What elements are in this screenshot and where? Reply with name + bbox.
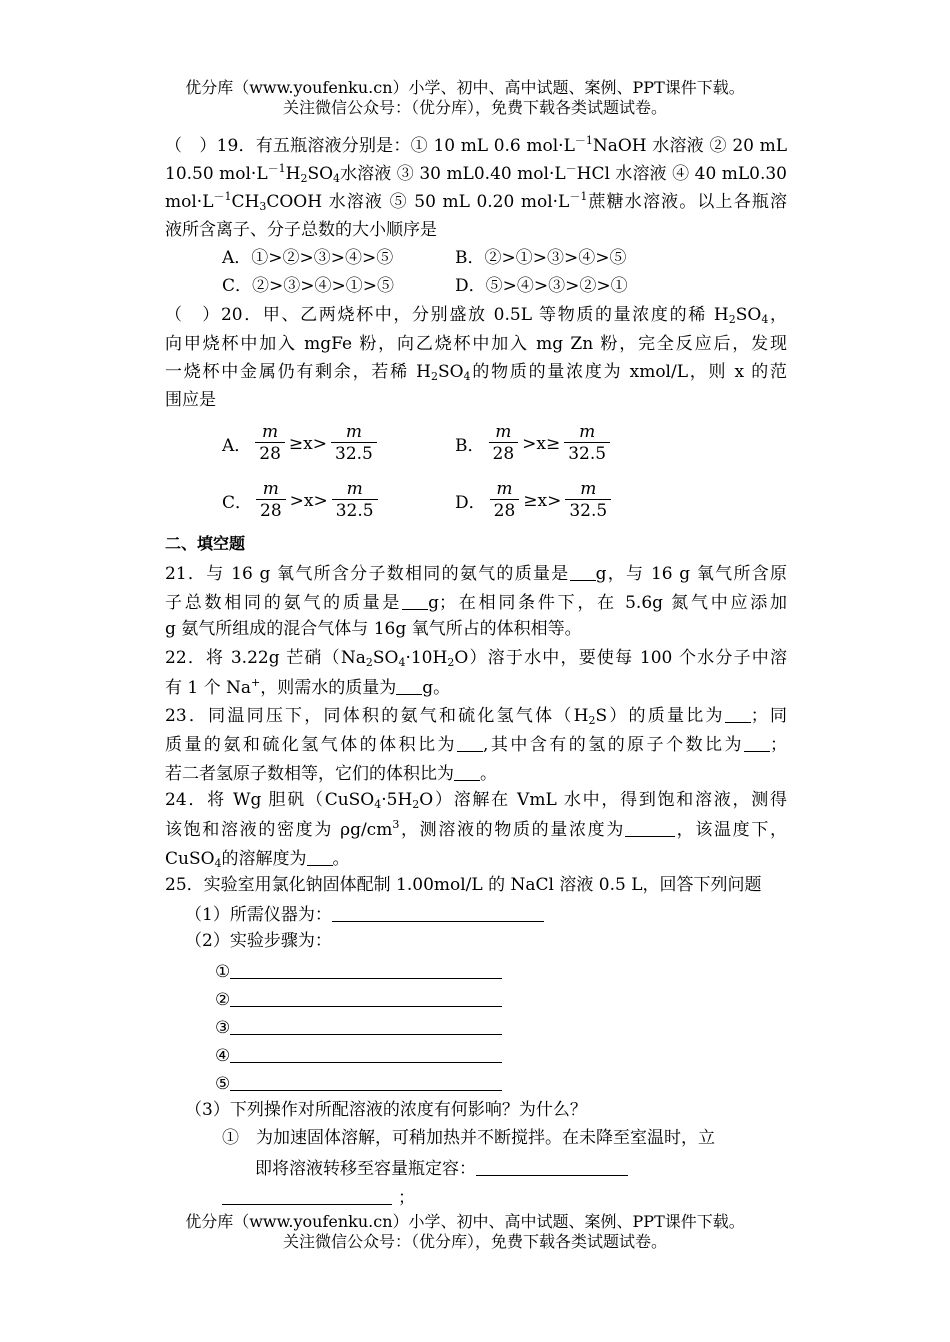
inequality: >x≥: [522, 433, 561, 454]
header-line-2: 关注微信公众号：（优分库），免费下载各类试题试卷。: [282, 98, 667, 117]
answer-blank[interactable]: [230, 1072, 502, 1091]
answer-blank[interactable]: [230, 960, 502, 979]
fraction-m-32-5: $\frac{m}{32.5}$: [331, 422, 377, 465]
inequality: >x>: [289, 490, 328, 511]
q23-line-3: 若二者氢原子数相等，它们的体积比为 。: [165, 764, 497, 784]
footer-line-1: 优分库（www.youfenku.cn）小学、初中、高中试题、案例、PPT课件下载。: [185, 1212, 745, 1231]
q25-part-1: （1）所需仪器为：: [185, 903, 544, 925]
q20-option-d: [455, 479, 615, 522]
q19-line-2: 10.50 $mol\cdot L^{-1}H_2SO_4$水溶液 ③ 30 mL0.40 mol·L－HCl 水溶液 ④ 40 mL0.30: [165, 162, 787, 185]
q19-line-1: （ ）19．有五瓶溶液分别是：① 10 mL 0.6 $mol\cdot L^{-1}NaOH$ 水溶液 ② 20 mL: [165, 134, 787, 156]
section-heading-fill-in: 二、填空题: [165, 534, 246, 553]
q23-line-2: 质量的氨和硫化氢气体的体积比为 ,其中含有的氢的原子个数比为 ；: [165, 735, 787, 755]
option-label: D．: [455, 493, 486, 513]
q24-line-1: 24．将 Wg 胆矾$(CuSO_4\cdot 5H_2O)$溶解在 VmL 水中，得到饱和溶液，测得: [165, 790, 787, 811]
answer-blank[interactable]: [230, 1016, 502, 1035]
q25-step-1: ①: [215, 960, 502, 982]
answer-blank[interactable]: [230, 988, 502, 1007]
q24-line-2: 该饱和溶液的密度为 $\rho g/cm^3$，测溶液的物质的量浓度为 ，该温度下，: [165, 818, 788, 840]
fraction-m-28: $\frac{m}{28}$: [256, 479, 286, 522]
inequality: ≥x>: [523, 490, 562, 511]
answer-blank[interactable]: [744, 733, 770, 752]
q25-sub-1-line-2: 即将溶液转移至容量瓶定容：: [255, 1157, 628, 1179]
option-label: C．: [222, 493, 253, 513]
fraction-m-28: $\frac{m}{28}$: [489, 422, 519, 465]
option-label: B．: [455, 436, 485, 456]
q25-sub-1-line-1: ① 为加速固体溶解，可稍加热并不断搅拌。在未降至室温时，立: [222, 1128, 715, 1148]
q25-part-3: （3）下列操作对所配溶液的浓度有何影响？为什么？: [185, 1100, 587, 1120]
header-line-1: 优分库（www.youfenku.cn）小学、初中、高中试题、案例、PPT课件下载。: [185, 78, 745, 97]
answer-blank[interactable]: [332, 903, 544, 922]
answer-blank[interactable]: [625, 818, 675, 837]
q24-line-3: CuSO$_4$的溶解度为 。: [165, 849, 350, 870]
q20-option-b: [455, 422, 614, 465]
q20-option-c: [222, 479, 382, 522]
q19-line-4: 液所含离子、分子总数的大小顺序是: [165, 220, 437, 240]
fraction-m-32-5: $\frac{m}{32.5}$: [564, 422, 610, 465]
q23-line-1: 23．同温同压下，同体积的氨气和硫化氢气体$(H_2S)$的质量比为 ；同: [165, 706, 787, 727]
answer-blank[interactable]: [307, 847, 333, 866]
q25-step-5: ⑤: [215, 1072, 502, 1094]
page-footer: [0, 1212, 950, 1252]
q20-line-1: （ ）20．甲、乙两烧杯中，分别盛放 0.5L 等物质的量浓度的稀 $H_2SO_4$，: [165, 305, 788, 326]
q21-line-3: g 氨气所组成的混合气体与 16g 氧气所占的体积相等。: [165, 619, 582, 639]
fraction-m-32-5: $\frac{m}{32.5}$: [332, 479, 378, 522]
answer-blank[interactable]: [725, 704, 751, 723]
q22-line-1: 22．将 3.22g 芒硝$(Na_2SO_4\cdot 10H_2O)$溶于水中，要使每 100 个水分子中溶: [165, 648, 787, 669]
answer-blank[interactable]: [454, 762, 480, 781]
answer-blank[interactable]: [396, 676, 422, 695]
fraction-m-28: $\frac{m}{28}$: [255, 422, 285, 465]
q20-line-4: 围应是: [165, 390, 216, 410]
answer-blank[interactable]: [570, 562, 596, 581]
q21-line-2: 子总数相同的氨气的质量是 g；在相同条件下，在 5.6g 氮气中应添加: [165, 593, 788, 613]
q25-line-1: 25．实验室用氯化钠固体配制 1.00mol/L 的 NaCl 溶液 0.5 L，回答下列问题: [165, 875, 762, 895]
q20-line-2: 向甲烧杯中加入 mgFe 粉，向乙烧杯中加入 mg Zn 粉，完全反应后，发现: [165, 334, 787, 354]
fraction-m-28: $\frac{m}{28}$: [490, 479, 520, 522]
q20-option-a: [222, 422, 381, 465]
q21-line-1: 21．与 16 g 氧气所含分子数相同的氨气的质量是 g，与 16 g 氧气所含原: [165, 564, 788, 584]
answer-blank[interactable]: [402, 591, 428, 610]
answer-blank[interactable]: [457, 733, 483, 752]
q20-line-3: 一烧杯中金属仍有剩余，若稀 $H_2SO_4$的物质的量浓度为 xmol/L，则 x 的范: [165, 362, 787, 383]
q19-option-a: A．①>②>③>④>⑤: [222, 248, 394, 268]
footer-line-2: 关注微信公众号：（优分库），免费下载各类试题试卷。: [282, 1232, 667, 1251]
q19-option-c: C．②>③>④>①>⑤: [222, 276, 394, 296]
q25-step-3: ③: [215, 1016, 502, 1038]
q19-option-b: B．②>①>③>④>⑤: [455, 248, 627, 268]
option-label: A．: [222, 436, 252, 456]
answer-blank[interactable]: [230, 1044, 502, 1063]
page-header: [0, 78, 950, 118]
q22-line-2: 有 1 个 Na+，则需水的质量为 g。: [165, 676, 451, 698]
q25-sub-1-line-3: ；: [222, 1186, 415, 1208]
q25-part-2: （2）实验步骤为：: [185, 931, 332, 951]
q19-line-3: $mol\cdot L^{-1}CH_3COOH$ 水溶液 ⑤ 50 mL 0.20 $mol\cdot L^{-1}$蔗糖水溶液。以上各瓶溶: [165, 190, 788, 213]
fraction-m-32-5: $\frac{m}{32.5}$: [565, 479, 611, 522]
q25-step-2: ②: [215, 988, 502, 1010]
q19-option-d: D．⑤>④>③>②>①: [455, 276, 628, 296]
inequality: ≥x>: [288, 433, 327, 454]
answer-blank[interactable]: [476, 1157, 628, 1176]
q25-step-4: ④: [215, 1044, 502, 1066]
answer-blank[interactable]: [222, 1186, 392, 1205]
